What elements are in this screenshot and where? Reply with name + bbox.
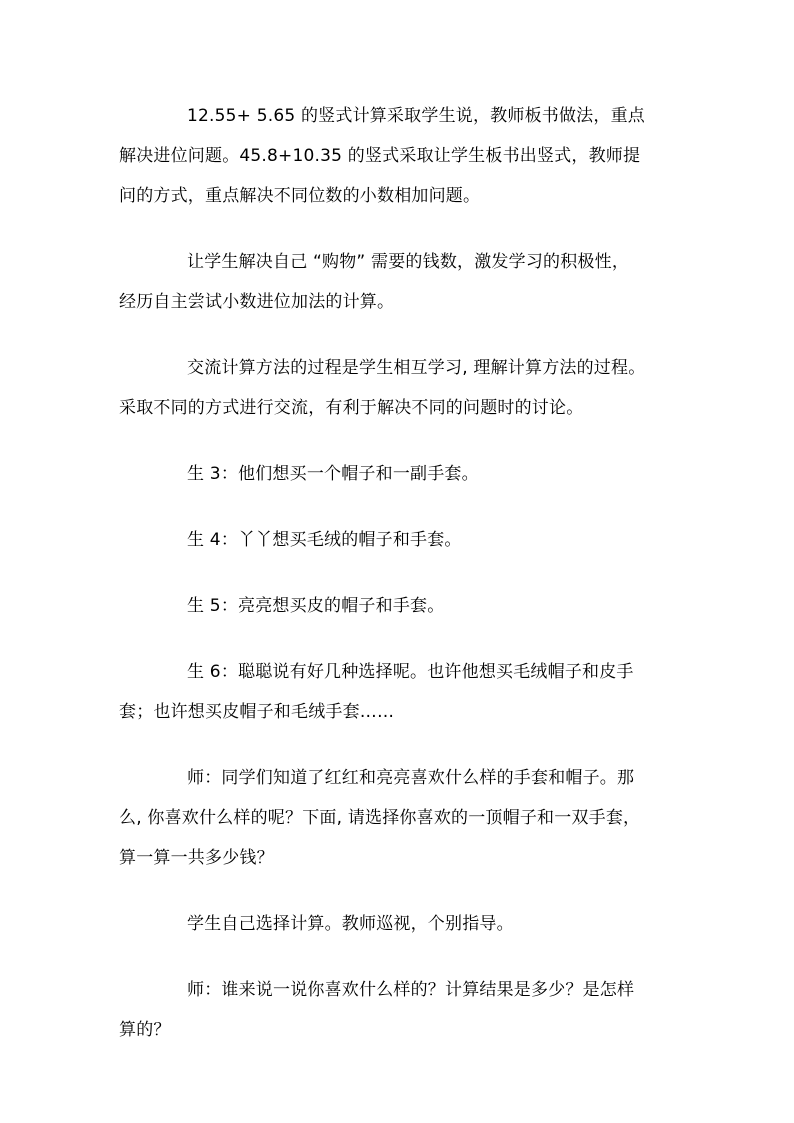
paragraph-line: 12.55+ 5.65 的竖式计算采取学生说，教师板书做法，重点 [187,106,645,126]
paragraph-line: 采取不同的方式进行交流，有利于解决不同的问题时的讨论。 [119,398,584,418]
paragraph-student-6 [119,652,679,732]
paragraph-teacher-followup [119,970,679,1050]
paragraph-line: 套；也许想买皮帽子和毛绒手套…… [119,702,395,722]
paragraph-line: 生 3：他们想买一个帽子和一副手套。 [187,464,479,484]
paragraph-line: 学生自己选择计算。教师巡视，个别指导。 [187,914,514,934]
paragraph-student-5 [119,586,679,626]
paragraph-line: 交流计算方法的过程是学生相互学习, 理解计算方法的过程。 [187,358,646,378]
paragraph-vertical-calculation [119,96,679,216]
paragraph-student-3 [119,454,679,494]
paragraph-line: 生 5：亮亮想买皮的帽子和手套。 [187,596,445,616]
paragraph-line: 让学生解决自己 “购物” 需要的钱数，激发学习的积极性， [187,252,630,272]
paragraph-line: 解决进位问题。45.8+10.35 的竖式采取让学生板书出竖式，教师提 [119,146,641,166]
paragraph-line: 么, 你喜欢什么样的呢？下面, 请选择你喜欢的一顶帽子和一双手套， [119,808,641,828]
paragraph-line: 生 6：聪聪说有好几种选择呢。也许他想买毛绒帽子和皮手 [187,662,634,682]
paragraph-line: 生 4：丫丫想买毛绒的帽子和手套。 [187,530,462,550]
paragraph-line: 问的方式，重点解决不同位数的小数相加问题。 [119,186,481,206]
paragraph-line: 经历自主尝试小数进位加法的计算。 [119,292,395,312]
paragraph-line: 师：同学们知道了红红和亮亮喜欢什么样的手套和帽子。那 [187,768,635,788]
paragraph-student-4 [119,520,679,560]
paragraph-student-calculation [119,904,679,944]
paragraph-line: 师：谁来说一说你喜欢什么样的？计算结果是多少？是怎样 [187,980,635,1000]
paragraph-line: 算一算一共多少钱？ [119,848,274,868]
paragraph-teacher-question [119,758,679,878]
paragraph-line: 算的？ [119,1020,171,1040]
paragraph-exchange-methods [119,348,679,428]
paragraph-shopping [119,242,679,322]
document-body [119,96,679,1076]
